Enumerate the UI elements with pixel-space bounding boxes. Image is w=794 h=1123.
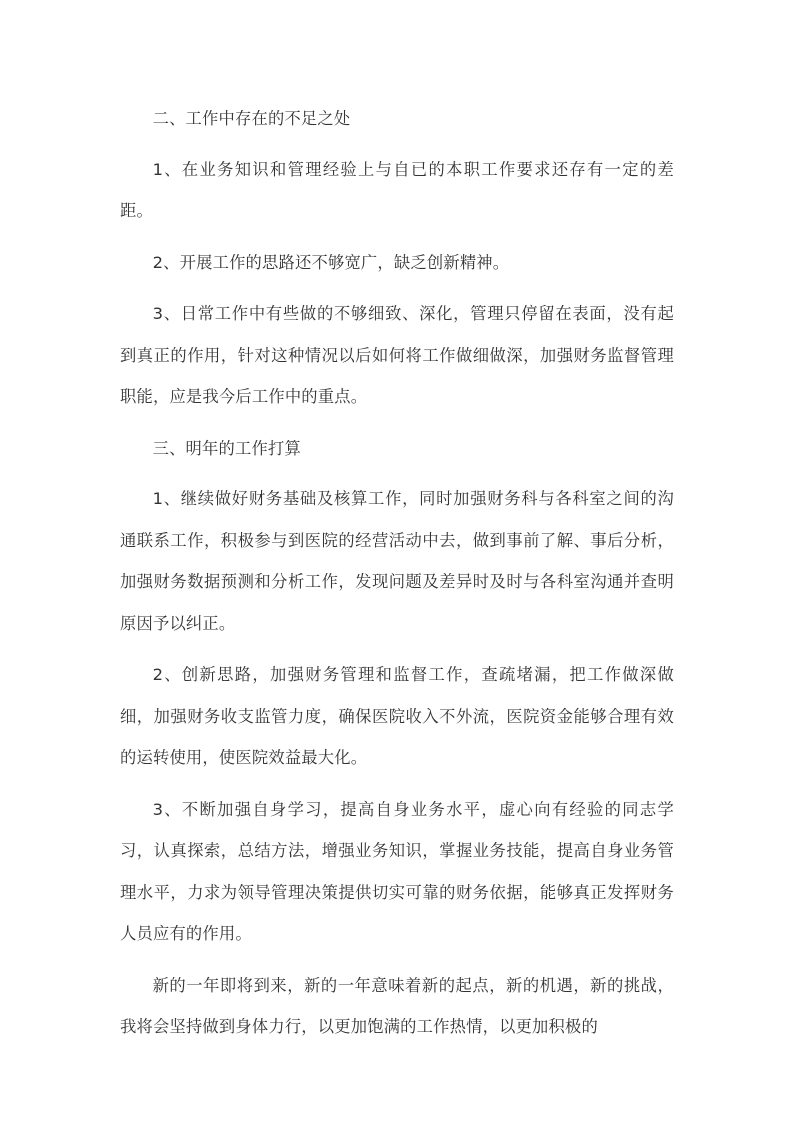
closing-paragraph: 新的一年即将到来，新的一年意味着新的起点，新的机遇，新的挑战，我将会坚持做到身体力行，以更加饱满的工作热情，以更加积极的	[120, 975, 674, 1036]
plan-item-1: 1、继续做好财务基础及核算工作，同时加强财务科与各科室之间的沟通联系工作，积极参与到医院的经营活动中去，做到事前了解、事后分析，加强财务数据预测和分析工作，发现问题及差异时及时与各科室沟通并查明原因予以纠正。	[120, 489, 674, 633]
shortcoming-item-2: 2、开展工作的思路还不够宽广，缺乏创新精神。	[152, 252, 510, 272]
plan-item-3: 3、不断加强自身学习，提高自身业务水平，虚心向有经验的同志学习，认真探索，总结方法，增强业务知识，掌握业务技能，提高自身业务管理水平，力求为领导管理决策提供切实可靠的财务依据，能够真正发挥财务人员应有的作用。	[120, 799, 674, 943]
section-heading-next-year-plan: 三、明年的工作打算	[152, 438, 301, 458]
plan-item-2: 2、创新思路，加强财务管理和监督工作，查疏堵漏，把工作做深做细，加强财务收支监管力度，确保医院收入不外流，医院资金能够合理有效的运转使用，使医院效益最大化。	[120, 665, 674, 767]
shortcoming-item-1: 1、在业务知识和管理经验上与自已的本职工作要求还存有一定的差距。	[120, 159, 674, 220]
section-heading-shortcomings: 二、工作中存在的不足之处	[152, 109, 351, 128]
shortcoming-item-3: 3、日常工作中有些做的不够细致、深化，管理只停留在表面，没有起到真正的作用，针对这种情况以后如何将工作做细做深，加强财务监督管理职能，应是我今后工作中的重点。	[120, 304, 674, 406]
document-page	[120, 98, 674, 1058]
